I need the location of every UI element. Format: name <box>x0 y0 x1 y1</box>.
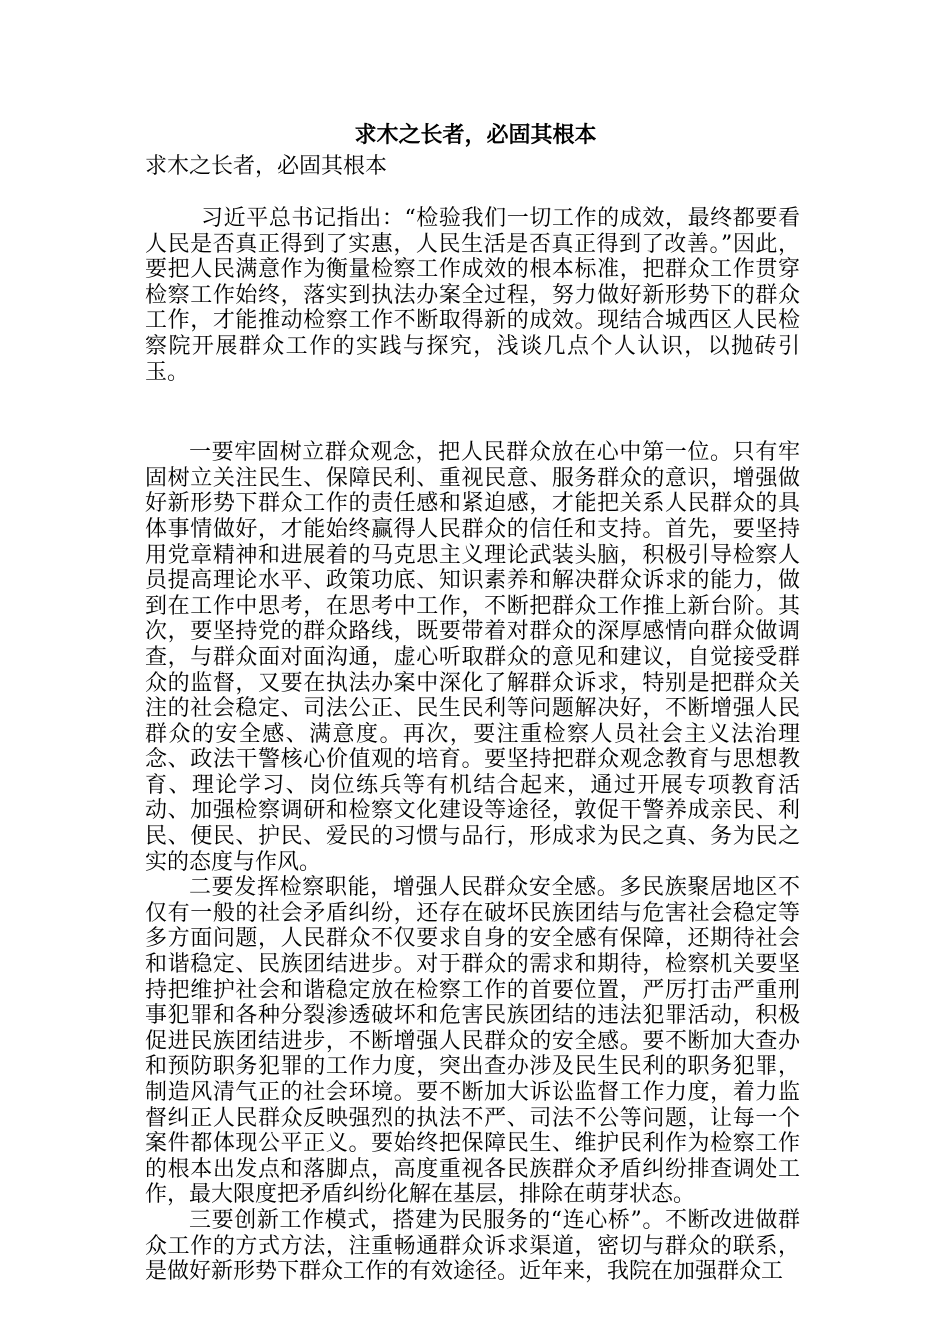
document-page <box>145 118 800 1285</box>
document-title: 求木之长者，必固其根本 <box>354 122 597 148</box>
body-paragraph-2: 二要发挥检察职能，增强人民群众安全感。多民族聚居地区不仅有一般的社会矛盾纠纷，还存在破坏民族团结与危害社会稳定等多方面问题，人民群众不仅要求自身的安全感有保障，还期待社会和谐稳定、民族团结进步。对于群众的需求和期待，检察机关要坚持把维护社会和谐稳定放在检察工作的首要位置，严厉打击严重刑事犯罪和各种分裂渗透破坏和危害民族团结的违法犯罪活动，积极促进民族团结进步，不断增强人民群众的安全感。要不断加大查办和预防职务犯罪的工作力度，突出查办涉及民生民利的职务犯罪，制造风清气正的社会环境。要不断加大诉讼监督工作力度，着力监督纠正人民群众反映强烈的执法不严、司法不公等问题，让每一个案件都体现公平正义。要始终把保障民生、维护民利作为检察工作的根本出发点和落脚点，高度重视各民族群众矛盾纠纷排查调处工作，最大限度把矛盾纠纷化解在基层，排除在萌芽状态。 <box>145 875 800 1208</box>
intro-paragraph: 习近平总书记指出：“检验我们一切工作的成效，最终都要看人民是否真正得到了实惠，人民生活是否真正得到了改善。”因此，要把人民满意作为衡量检察工作成效的根本标准，把群众工作贯穿检察工作始终，落实到执法办案全过程，努力做好新形势下的群众工作，才能推动检察工作不断取得新的成效。现结合城西区人民检察院开展群众工作的实践与探究，浅谈几点个人认识，以抛砖引玉。 <box>145 206 800 385</box>
body-paragraph-1: 一要牢固树立群众观念，把人民群众放在心中第一位。只有牢固树立关注民生、保障民利、重视民意、服务群众的意识，增强做好新形势下群众工作的责任感和紧迫感，才能把关系人民群众的具体事情做好，才能始终赢得人民群众的信任和支持。首先，要坚持用党章精神和进展着的马克思主义理论武装头脑，积极引导检察人员提高理论水平、政策功底、知识素养和解决群众诉求的能力，做到在工作中思考，在思考中工作，不断把群众工作推上新台阶。其次，要坚持党的群众路线，既要带着对群众的深厚感情向群众做调查，与群众面对面沟通，虚心听取群众的意见和建议，自觉接受群众的监督，又要在执法办案中深化了解群众诉求，特别是把群众关注的社会稳定、司法公正、民生民利等问题解决好，不断增强人民群众的安全感、满意度。再次，要注重检察人员社会主义法治理念、政法干警核心价值观的培育。要坚持把群众观念教育与思想教育、理论学习、岗位练兵等有机结合起来，通过开展专项教育活动、加强检察调研和检察文化建设等途径，敦促干警养成亲民、利民、便民、护民、爱民的习惯与品行，形成求为民之真、务为民之实的态度与作风。 <box>145 440 800 875</box>
body-paragraph-3: 三要创新工作模式，搭建为民服务的“连心桥”。不断改进做群众工作的方式方法，注重畅通群众诉求渠道，密切与群众的联系，是做好新形势下群众工作的有效途径。近年来，我院在加强群众工 <box>145 1207 800 1285</box>
document-subtitle: 求木之长者，必固其根本 <box>145 154 388 179</box>
